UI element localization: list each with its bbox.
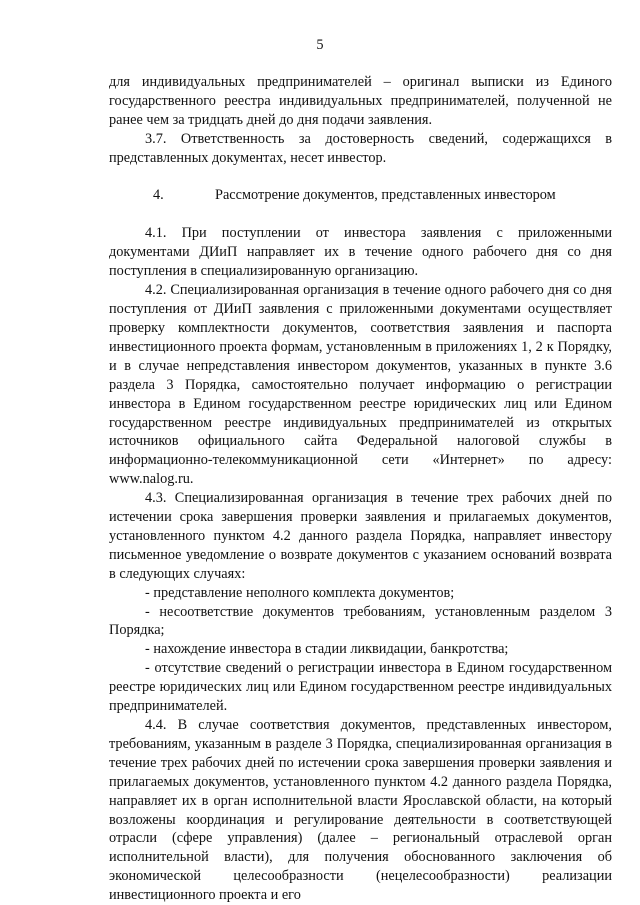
page-content [109,73,612,905]
paragraph-4-2: 4.2. Специализированная организация в течение одного рабочего дня со дня поступления от ДИиП заявления с приложенными документами осуществляет проверку комплектности документов, соответствия заявления и паспорта инвестиционного проекта формам, установленным в приложениях 1, 2 к Порядку, и в случае непредставления инвестором документов, указанных в пункте 3.6 раздела 3 Порядка, самостоятельно получает информацию о регистрации инвестора в Едином государственном реестре юридических лиц или Едином государственном реестре индивидуальных предпринимателей из открытых источников официального сайта Федеральной налоговой службы в информационно-телекоммуникационной сети «Интернет» по адресу: www.nalog.ru. [109,282,612,488]
paragraph-extract-requirement: для индивидуальных предпринимателей – оригинал выписки из Единого государственного реестра индивидуальных предпринимателей, полученной не ранее чем за тридцать дней до дня подачи заявления. [109,74,612,128]
section-title: Рассмотрение документов, представленных инвестором [215,186,556,203]
page-number: 5 [316,37,324,53]
list-item-liquidation: - нахождение инвестора в стадии ликвидации, банкротства; [145,641,509,658]
paragraph-4-1: 4.1. При поступлении от инвестора заявления с приложенными документами ДИиП направляет их в течение одного рабочего дня со дня поступления в специализированную организацию. [109,225,612,280]
list-item-no-registration: - отсутствие сведений о регистрации инвестора в Едином государственном реестре юридических лиц или Едином государственном реестре индивидуальных предпринимателей. [109,660,612,715]
section-heading [109,186,612,205]
paragraph-4-4: 4.4. В случае соответствия документов, представленных инвестором, требованиям, указанным в разделе 3 Порядка, специализированная организация в течение трех рабочих дней по истечении срока завершения проверки заявления и прилагаемых документов, установленного пунктом 4.2 данного раздела Порядка, направляет их в орган исполнительной власти Ярославской области, на который возложены координация и регулирование деятельности в соответствующей отрасли (сфере управления) (далее – региональный отраслевой орган исполнительной власти), для получения обоснованного заключения об экономической целесообразности (нецелесообразности) реализации инвестиционного проекта и его [109,717,612,904]
section-number: 4. [153,186,164,203]
paragraph-3-7: 3.7. Ответственность за достоверность сведений, содержащихся в представленных документах, несет инвестор. [109,130,612,166]
list-item-incomplete-set: - представление неполного комплекта документов; [145,584,455,601]
paragraph-4-3: 4.3. Специализированная организация в течение трех рабочих дней по истечении срока завершения проверки заявления и прилагаемых документов, установленного пунктом 4.2 данного раздела Порядка, направляет инвестору письменное уведомление о возврате документов с указанием оснований возврата в следующих случаях: [109,490,612,582]
list-item-nonconformity: - несоответствие документов требованиям, установленным разделом 3 Порядка; [109,603,612,639]
